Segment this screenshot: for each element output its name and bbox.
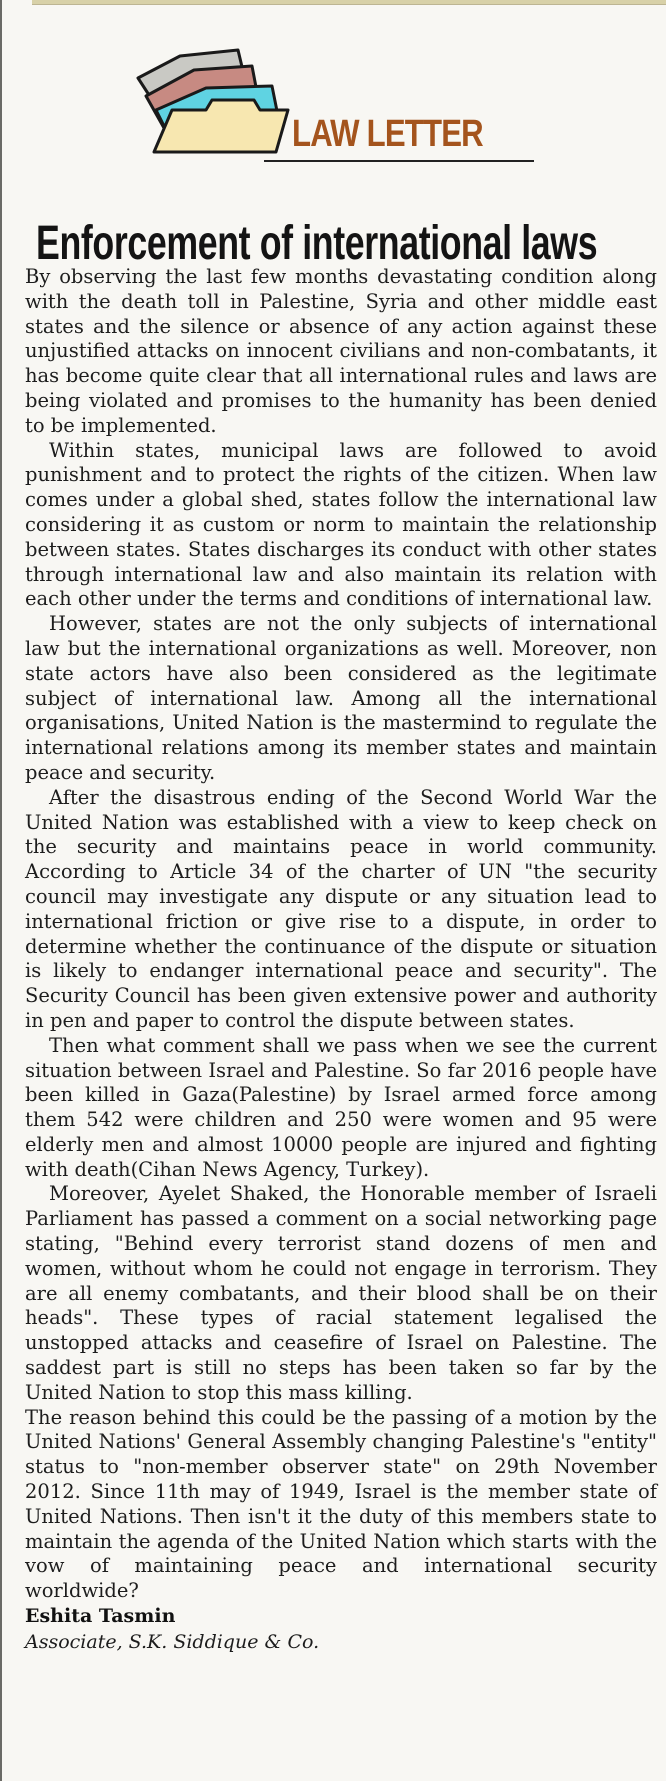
headline: Enforcement of international laws <box>36 217 598 271</box>
section-label: LAW LETTER <box>292 113 483 155</box>
folder-icon <box>120 48 290 168</box>
section-rule <box>264 160 534 162</box>
paragraph: Moreover, Ayelet Shaked, the Honorable member of Israeli Parliament has passed a comment on a social networking page stating, "Behind every terrorist stand dozens of men and women, without whom he could not engage in terrorism. They are all enemy combatants, and their blood shall be on their heads". These types of racial statement legalised the unstopped attacks and ceasefire of Israel on Palestine. The saddest part is still no steps has been taken so far by the United Nation to stop this mass killing. <box>25 1182 657 1404</box>
author-affiliation: Associate, S.K. Siddique & Co. <box>25 1630 320 1653</box>
paragraph: However, states are not the only subjects of international law but the international organizations as well. Moreover, non state actors have also been considered as the legitimate subject of international law. Among all the international organisations, United Nation is the mastermind to regulate the international relations among its member states and maintain peace and security. <box>25 612 657 784</box>
top-rule <box>32 0 666 5</box>
paragraph: After the disastrous ending of the Second World War the United Nation was established with a view to keep check on the security and maintains peace in world community. According to Article 34 of the charter of UN "the security council may investigate any dispute or any situation lead to international friction or give rise to a dispute, in order to determine whether the continuance of the dispute or situation is likely to endanger international peace and security". The Security Council has been given extensive power and authority in pen and paper to control the dispute between states. <box>25 785 657 1032</box>
author-name: Eshita Tasmin <box>25 1605 176 1628</box>
article-body <box>25 265 657 1655</box>
paragraph: Then what comment shall we pass when we see the current situation between Israel and Palestine. So far 2016 people have been killed in Gaza(Palestine) by Israel armed force among them 542 were children and 250 were women and 95 were elderly men and almost 10000 people are injured and fighting with death(Cihan News Agency, Turkey). <box>25 1033 657 1181</box>
paragraph: By observing the last few months devastating condition along with the death toll in Palestine, Syria and other middle east states and the silence or absence of any action against these unjustified attacks on innocent civilians and non-combatants, it has become quite clear that all international rules and laws are being violated and promises to the humanity has been denied to be implemented. <box>25 265 657 437</box>
paragraph: The reason behind this could be the passing of a motion by the United Nations' General Assembly changing Palestine's "entity" status to "non-member observer state" on 29th November 2012. Since 11th may of 1949, Israel is the member state of United Nations. Then isn't it the duty of this members state to maintain the agenda of the United Nation which starts with the vow of maintaining peace and international security worldwide? <box>25 1405 657 1603</box>
paragraph: Within states, municipal laws are followed to avoid punishment and to protect the rights of the citizen. When law comes under a global shed, states follow the international law considering it as custom or norm to maintain the relationship between states. States discharges its conduct with other states through international law and also maintain its relation with each other under the terms and conditions of international law. <box>25 438 657 611</box>
